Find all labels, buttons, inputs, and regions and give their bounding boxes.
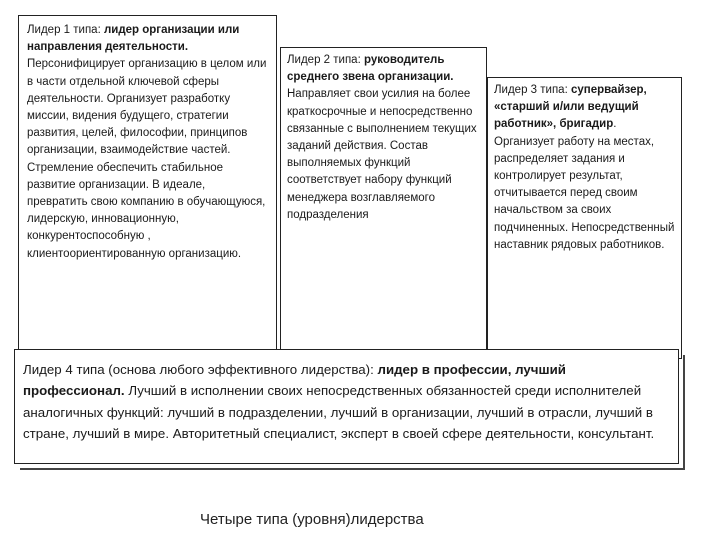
leader-type-2-title: руководитель среднего звена организации. — [287, 54, 454, 84]
leader-type-2-description: Направляет свои усилия на более краткосрочные и непосредственно связанные с выполнением текущих заданий действия. Состав выполняемых функций соответствует набору функций менеджера возглавляемого подразделения — [287, 88, 477, 221]
leader-type-1-box — [18, 15, 277, 359]
leader-type-1-title: лидер организации или направления деятельности. — [27, 24, 240, 54]
leader-type-2-box — [280, 47, 487, 359]
leader-type-4-box — [14, 349, 679, 464]
diagram-caption: Четыре типа (уровня)лидерства — [200, 511, 424, 528]
leader-type-2-lead: Лидер 2 типа: — [287, 54, 364, 66]
leader-type-1-description: Персонифицирует организацию в целом или в части отдельной ключевой сферы деятельности. Организует разработку миссии, видения будущего, стратегии развития, целей, философии, принципов организации, взаимодействие частей. Стремление обеспечить стабильное развитие организации. В идеале, превратить свою компанию в обучающуюся, лидерскую, инновационную, конкурентоспособную , клиентоориентированную организацию. — [27, 58, 267, 260]
leader-type-4-lead: Лидер 4 типа (основа любого эффективного лидерства): — [23, 362, 378, 377]
leader-type-3-box — [487, 77, 682, 359]
leader-type-3-title: супервайзер, «старший и/или ведущий работник», бригадир — [494, 84, 647, 131]
leader-type-4-description: Лучший в исполнении своих непосредственных обязанностей среди исполнителей аналогичных функций: лучший в подразделении, лучший в организации, лучший в отрасли, лучший в стране, лучший в мире. Авторитетный специалист, эксперт в своей сфере деятельности, консультант. — [23, 383, 655, 442]
leader-type-1-lead: Лидер 1 типа: — [27, 24, 104, 36]
leader-type-4-title: лидер в профессии, лучший профессионал. — [23, 362, 566, 399]
leader-type-3-lead: Лидер 3 типа: — [494, 84, 571, 96]
leader-type-3-description: . Организует работу на местах, распределяет задания и контролирует результат, отчитывается перед своим начальством за своих подчиненных. Непосредственный наставник рядовых работников. — [494, 118, 675, 251]
